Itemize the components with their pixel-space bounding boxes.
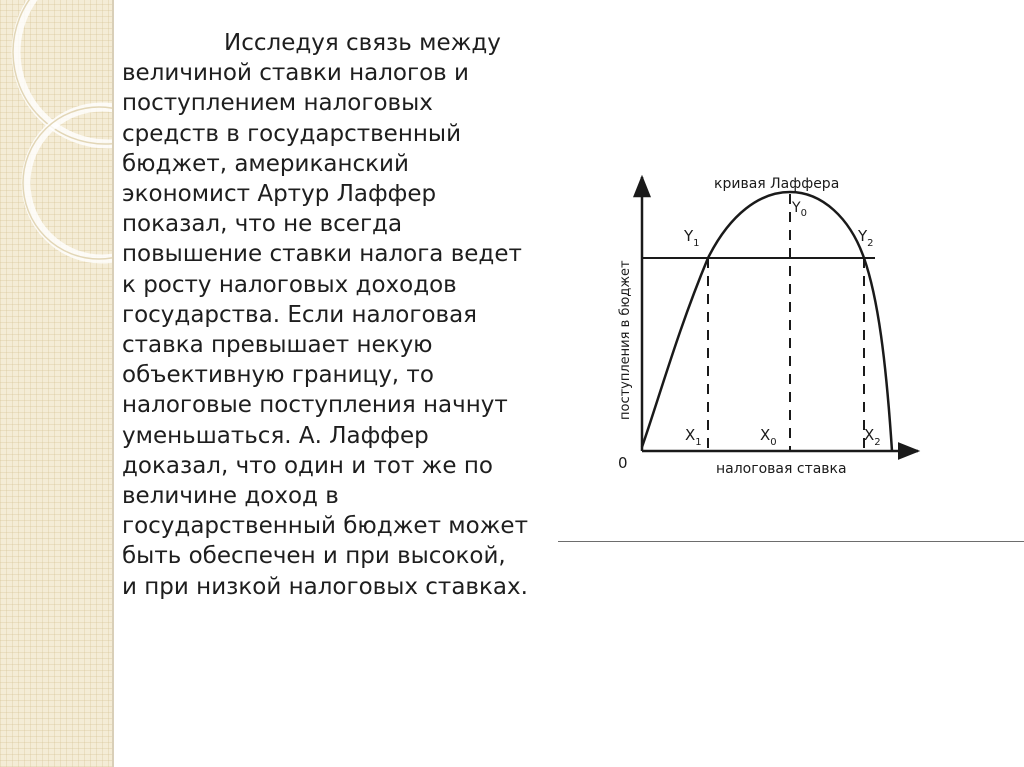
origin-label: 0 — [618, 454, 628, 472]
point-label-x1 — [685, 426, 702, 448]
text-line: экономист Артур Лаффер — [122, 181, 437, 208]
text-line: государства. Если налоговая — [122, 301, 478, 328]
text-line: государственный бюджет может — [122, 513, 528, 540]
subscript: 2 — [867, 238, 874, 249]
main-paragraph — [122, 28, 567, 602]
subscript: 0 — [800, 208, 807, 219]
letter: X — [685, 426, 696, 444]
text-line: к росту налоговых доходов — [122, 271, 457, 298]
subscript: 2 — [874, 437, 881, 448]
text-line: средств в государственный — [122, 120, 462, 147]
laffer-curve — [642, 192, 892, 451]
letter: Y — [684, 227, 694, 245]
curve-title: кривая Лаффера — [714, 176, 840, 192]
decorative-side-panel — [0, 0, 114, 767]
text-line: показал, что не всегда — [122, 211, 403, 238]
point-label-x2 — [864, 426, 881, 448]
text-line: уменьшаться. А. Лаффер — [122, 422, 429, 449]
text-line: повышение ставки налога ведет — [122, 241, 522, 268]
subscript: 0 — [770, 437, 777, 448]
text-line: бюджет, американский — [122, 150, 409, 177]
point-label-y1 — [683, 227, 700, 249]
text-line: Исследуя связь между — [224, 30, 501, 56]
letter: X — [760, 426, 771, 444]
text-line: ставка превышает некую — [122, 332, 433, 359]
subscript: 1 — [695, 437, 702, 448]
letter: Y — [858, 227, 868, 245]
x-axis-label: налоговая ставка — [716, 461, 847, 477]
text-line: и при низкой налоговых ставках. — [122, 573, 528, 600]
point-label-x0 — [760, 426, 777, 448]
text-line: объективную границу, то — [122, 362, 434, 389]
text-line: поступлением налоговых — [122, 90, 433, 117]
text-line: величиной ставки налогов и — [122, 60, 469, 87]
point-label-y0 — [791, 200, 807, 219]
laffer-curve-diagram — [600, 162, 930, 492]
y-axis-label: поступления в бюджет — [618, 260, 633, 420]
text-line: налоговые поступления начнут — [122, 392, 508, 419]
text-line: величине доход в — [122, 483, 339, 510]
subscript: 1 — [693, 238, 700, 249]
letter: Y — [792, 200, 801, 216]
text-line: быть обеспечен и при высокой, — [122, 543, 506, 570]
text-line: доказал, что один и тот же по — [122, 452, 493, 479]
divider-line — [558, 541, 1024, 542]
letter: X — [864, 426, 875, 444]
decorative-rings — [0, 0, 112, 767]
